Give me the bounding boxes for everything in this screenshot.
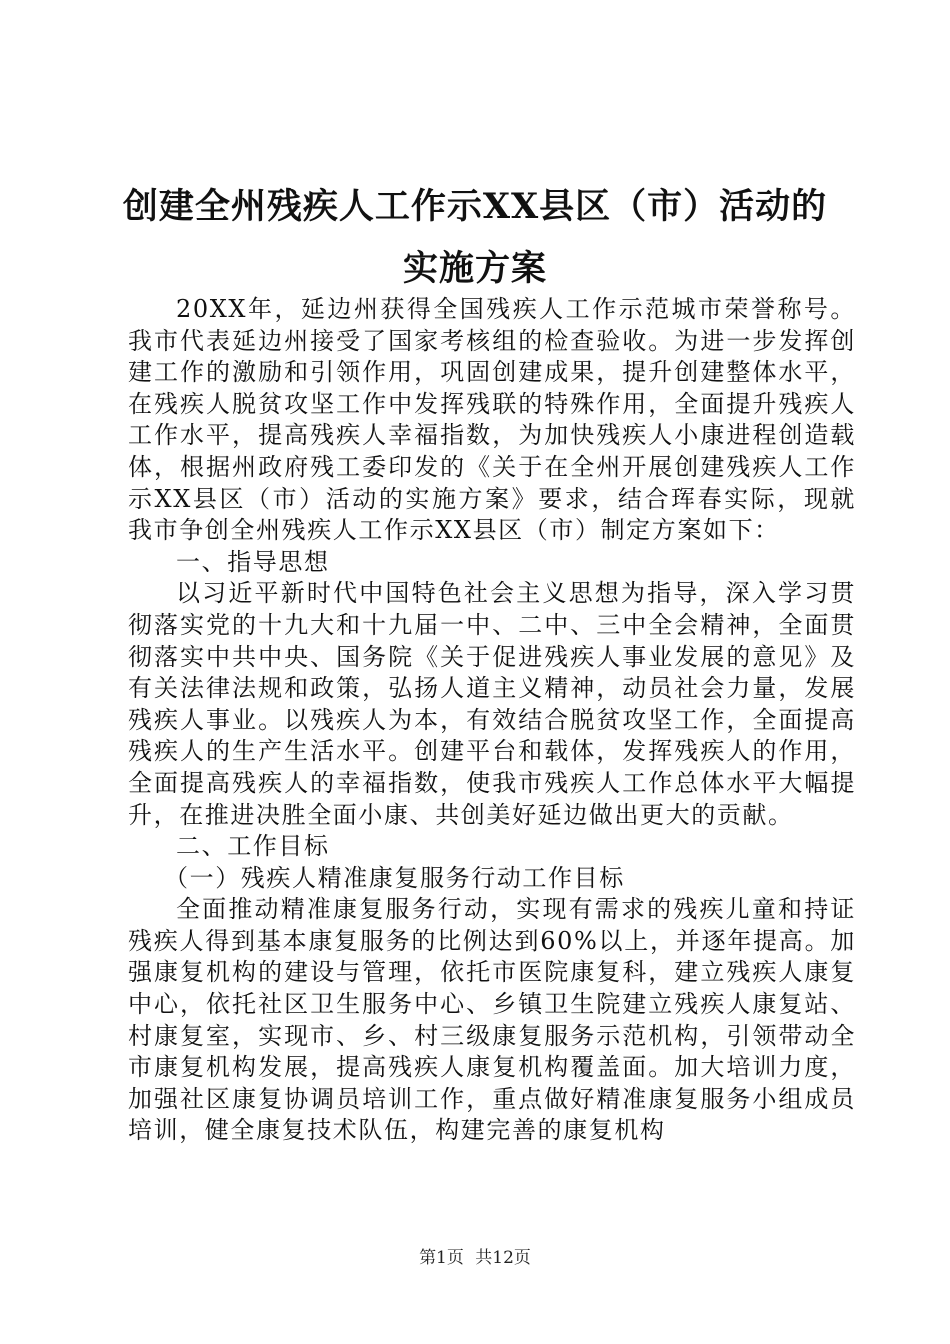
- document-title-line-1: 创建全州残疾人工作示XX县区（市）活动的: [122, 186, 828, 227]
- intro-paragraph: 20XX年，延边州获得全国残疾人工作示范城市荣誉称号。我市代表延边州接受了国家考核组的检查验收。为进一步发挥创建工作的激励和引领作用，巩固创建成果，提升创建整体水平，在残疾人脱贫攻坚工作中发挥残联的特殊作用，全面提升残疾人工作水平，提高残疾人幸福指数，为加快残疾人小康进程创造载体，根据州政府残工委印发的《关于在全州开展创建残疾人工作示XX县区（市）活动的实施方案》要求，结合珲春实际，现就我市争创全州残疾人工作示XX县区（市）制定方案如下：: [128, 295, 856, 545]
- subsection-heading-rehab-goals: （一）残疾人精准康复服务行动工作目标: [164, 863, 625, 892]
- page-footer: [0, 1243, 950, 1268]
- guiding-thought-paragraph: 以习近平新时代中国特色社会主义思想为指导，深入学习贯彻落实党的十九大和十九届一中、二中、三中全会精神，全面贯彻落实中共中央、国务院《关于促进残疾人事业发展的意见》及有关法律法规和政策，弘扬人道主义精神，动员社会力量，发展残疾人事业。以残疾人为本，有效结合脱贫攻坚工作，全面提高残疾人的生产生活水平。创建平台和载体，发挥残疾人的作用，全面提高残疾人的幸福指数，使我市残疾人工作总体水平大幅提升，在推进决胜全面小康、共创美好延边做出更大的贡献。: [128, 579, 856, 829]
- section-heading-guiding-thought: 一、指导思想: [176, 547, 330, 576]
- page-number: 第1页: [419, 1248, 464, 1268]
- section-heading-work-goals: 二、工作目标: [176, 832, 330, 861]
- document-body: [128, 294, 856, 1147]
- document-title-line-2: 实施方案: [402, 248, 547, 289]
- rehab-goals-paragraph: 全面推动精准康复服务行动，实现有需求的残疾儿童和持证残疾人得到基本康复服务的比例达到60%以上，并逐年提高。加强康复机构的建设与管理，依托市医院康复科，建立残疾人康复中心，依托社区卫生服务中心、乡镇卫生院建立残疾人康复站、村康复室，实现市、乡、村三级康复服务示范机构，引领带动全市康复机构发展，提高残疾人康复机构覆盖面。加大培训力度，加强社区康复协调员培训工作，重点做好精准康复服务小组成员培训，健全康复技术队伍，构建完善的康复机构: [128, 895, 856, 1145]
- page-total: 共12页: [475, 1248, 531, 1268]
